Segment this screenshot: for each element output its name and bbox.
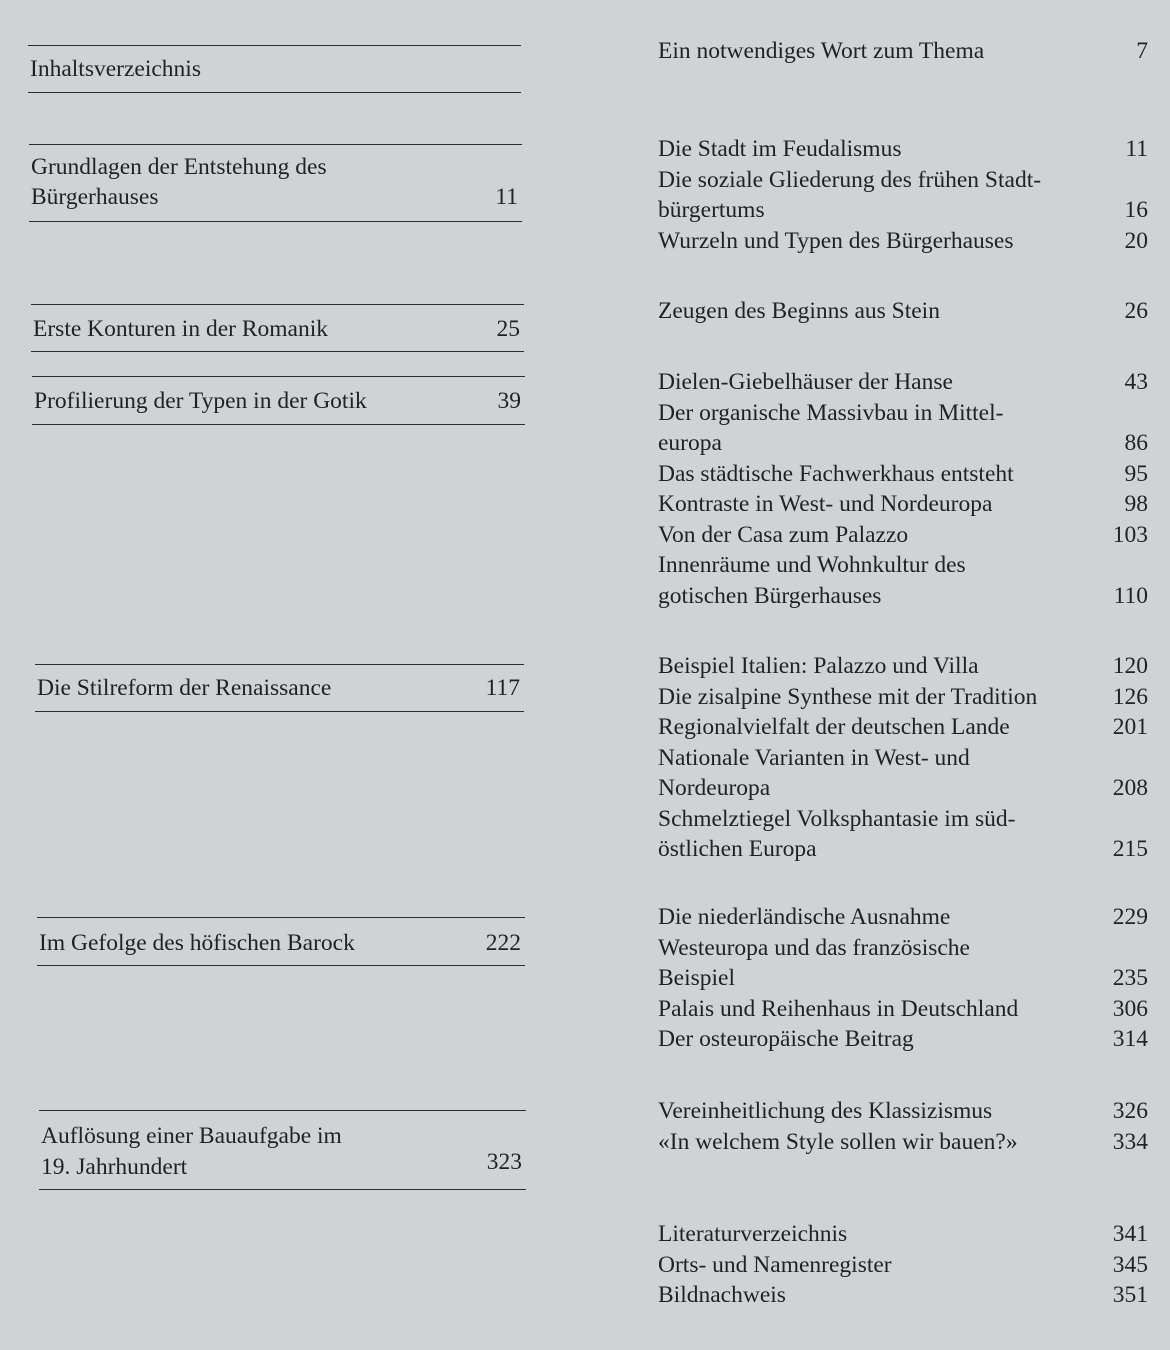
chapter-line: [658, 520, 1148, 551]
chapter-title: Bildnachweis: [658, 1282, 786, 1308]
chapter-title: Die zisalpine Synthese mit der Tradition: [658, 683, 1038, 710]
chapter-line: [658, 773, 1148, 804]
page-number: 26: [1124, 298, 1148, 324]
chapter-line: [658, 743, 1148, 774]
chapter-title: Beispiel Italien: Palazzo und Villa: [658, 653, 979, 679]
page-number: 7: [1136, 38, 1148, 64]
chapter-line: [658, 1096, 1148, 1127]
chapter-line: [658, 1219, 1148, 1250]
chapter-line: [658, 134, 1148, 165]
page-number: 222: [485, 930, 521, 956]
page-number: 341: [1112, 1221, 1148, 1247]
chapter-line: [658, 1024, 1148, 1055]
page-number: 120: [1112, 653, 1148, 679]
chapter-line: [658, 428, 1148, 459]
chapter-line: [658, 651, 1148, 682]
chapter-line: [658, 165, 1148, 196]
chapter-title: östlichen Europa: [658, 836, 817, 862]
page-number: 229: [1112, 904, 1148, 930]
chapter-title: Dielen-Giebelhäuser der Hanse: [658, 369, 953, 395]
page-number: 314: [1112, 1026, 1148, 1052]
chapter-line: [658, 933, 1148, 964]
page-number: 201: [1112, 714, 1148, 740]
chapter-line: [658, 1250, 1148, 1281]
chapter-line: [658, 459, 1148, 490]
part-section: Grundlagen der Entstehung des Bürgerhauses 11: [29, 144, 522, 222]
chapter-line: [658, 398, 1148, 429]
chapter-title: Wurzeln und Typen des Bürgerhauses: [658, 227, 1014, 254]
chapter-title: gotischen Bürgerhauses: [658, 582, 882, 609]
part-section: Die Stilreform der Renaissance 117: [35, 664, 524, 712]
page-number: 235: [1112, 965, 1148, 991]
chapter-line: [658, 489, 1148, 520]
chapter-title: Nordeuropa: [658, 775, 771, 801]
toc-heading-text: Inhaltsverzeichnis: [30, 56, 201, 82]
chapter-title: Innenräume und Wohnkultur des: [658, 552, 966, 578]
chapter-title: Von der Casa zum Palazzo: [658, 521, 909, 548]
page-number: 351: [1112, 1282, 1148, 1308]
page-number: 117: [485, 675, 520, 701]
chapter-title: Westeuropa und das französische: [658, 934, 970, 961]
page-number: 215: [1112, 836, 1148, 862]
page-number: 110: [1113, 582, 1148, 609]
chapter-line: [658, 994, 1148, 1025]
chapter-title: Palais und Reihenhaus in Deutschland: [658, 995, 1019, 1022]
chapter-line: [658, 550, 1148, 581]
page-number: 11: [1125, 136, 1148, 162]
chapter-title: Der osteuropäische Beitrag: [658, 1026, 914, 1052]
chapter-line: [658, 834, 1148, 865]
chapter-line: [658, 226, 1148, 257]
chapter-title: Vereinheitlichung des Klassizismus: [658, 1098, 993, 1124]
chapter-line: [658, 682, 1148, 713]
chapter-line: [658, 902, 1148, 933]
chapter-line: [658, 804, 1148, 835]
chapter-title: Zeugen des Beginns aus Stein: [658, 298, 940, 324]
page-number: 323: [486, 1149, 522, 1175]
chapter-line: [658, 367, 1148, 398]
chapter-line: [658, 296, 1148, 327]
chapter-line: [658, 963, 1148, 994]
chapter-title: Literaturverzeichnis: [658, 1221, 848, 1247]
chapter-title: Beispiel: [658, 965, 736, 991]
page-number: 95: [1124, 460, 1148, 487]
page-number: 103: [1112, 521, 1148, 548]
page-number: 43: [1124, 369, 1148, 395]
part-section: Erste Konturen in der Romanik 25: [31, 304, 524, 352]
chapter-title: Die Stadt im Feudalismus: [658, 136, 902, 162]
page-number: 345: [1112, 1251, 1148, 1278]
page-number: 39: [497, 388, 521, 414]
chapter-title: «In welchem Style sollen wir bauen?»: [658, 1128, 1018, 1155]
chapter-line: [658, 36, 1148, 67]
page-number: 334: [1112, 1128, 1148, 1155]
page-number: 11: [495, 184, 518, 210]
chapter-title: Ein notwendiges Wort zum Thema: [658, 38, 985, 64]
part-section: Im Gefolge des höfischen Barock 222: [37, 917, 525, 966]
chapter-title: Kontraste in West- und Nordeuropa: [658, 491, 993, 517]
page-number: 306: [1112, 995, 1148, 1022]
chapter-title: Die soziale Gliederung des frühen Stadt-: [658, 166, 1042, 193]
chapter-line: [658, 195, 1148, 226]
chapter-title: Orts- und Namenregister: [658, 1251, 892, 1278]
page-number: 86: [1124, 430, 1148, 456]
chapter-title: europa: [658, 430, 722, 456]
chapter-line: [658, 1127, 1148, 1158]
chapter-title: Nationale Varianten in West- und: [658, 744, 970, 771]
chapter-title: Schmelztiegel Volksphantasie im süd-: [658, 805, 1016, 832]
page-number: 208: [1112, 775, 1148, 801]
chapter-line: [658, 581, 1148, 612]
chapter-title: Das städtische Fachwerkhaus entsteht: [658, 460, 1014, 487]
chapter-line: [658, 1280, 1148, 1311]
toc-heading-box: [28, 45, 521, 93]
chapter-title: bürgertums: [658, 197, 765, 223]
page-number: 16: [1124, 197, 1148, 223]
page-number: 126: [1112, 683, 1148, 710]
page-number: 326: [1112, 1098, 1148, 1124]
chapter-title: Regionalvielfalt der deutschen Lande: [658, 714, 1010, 740]
chapter-title: Der organische Massivbau in Mittel-: [658, 399, 1004, 426]
page-number: 25: [496, 316, 520, 342]
part-section: Profilierung der Typen in der Gotik 39: [32, 376, 525, 425]
part-section: Auflösung einer Bauaufgabe im 19. Jahrhundert 323: [39, 1110, 526, 1190]
chapter-title: Die niederländische Ausnahme: [658, 904, 951, 930]
page-number: 98: [1124, 491, 1148, 517]
chapter-line: [658, 712, 1148, 743]
page-number: 20: [1124, 227, 1148, 254]
